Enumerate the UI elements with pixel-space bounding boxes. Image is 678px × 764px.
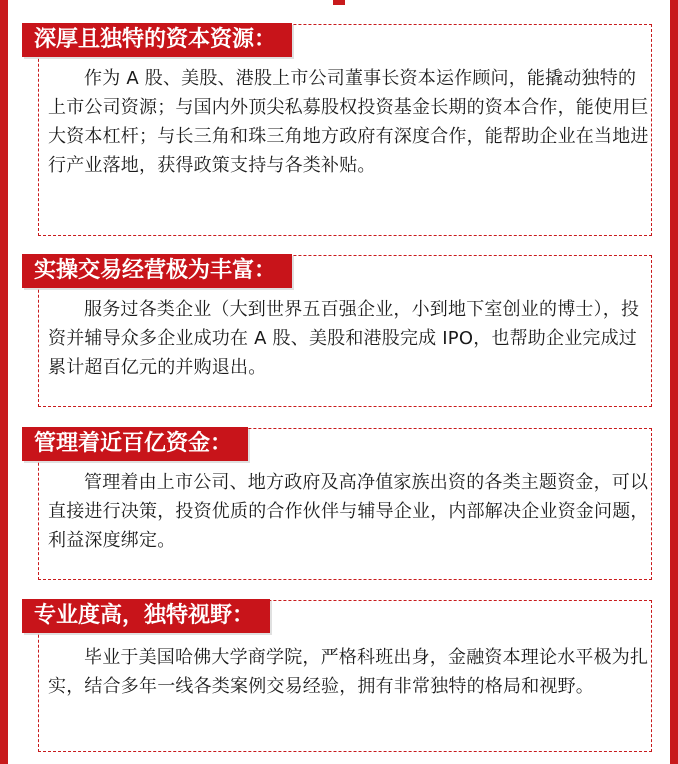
left-border-bar: [0, 0, 8, 764]
section-1-title: 深厚且独特的资本资源：: [22, 23, 292, 57]
right-border-bar: [670, 0, 678, 764]
section-2-title: 实操交易经营极为丰富：: [22, 254, 292, 288]
section-2-body: 服务过各类企业（大到世界五百强企业，小到地下室创业的博士），投资并辅导众多企业成功在 A 股、美股和港股完成 IPO，也帮助企业完成过累计超百亿元的并购退出。: [48, 299, 640, 378]
top-mark: [333, 0, 345, 5]
section-4-title: 专业度高，独特视野：: [22, 599, 270, 633]
section-1-body: 作为 A 股、美股、港股上市公司董事长资本运作顾问，能撬动独特的上市公司资源；与国内外顶尖私募股权投资基金长期的资本合作，能使用巨大资本杠杆；与长三角和珠三角地方政府有深度合作，能帮助企业在当地进行产业落地，获得政策支持与各类补贴。: [48, 68, 649, 176]
section-3-body: 管理着由上市公司、地方政府及高净值家族出资的各类主题资金，可以直接进行决策，投资优质的合作伙伴与辅导企业，内部解决企业资金问题，利益深度绑定。: [48, 472, 649, 551]
section-4-body: 毕业于美国哈佛大学商学院，严格科班出身，金融资本理论水平极为扎实，结合多年一线各类案例交易经验，拥有非常独特的格局和视野。: [48, 647, 649, 697]
section-3-title: 管理着近百亿资金：: [22, 427, 248, 461]
